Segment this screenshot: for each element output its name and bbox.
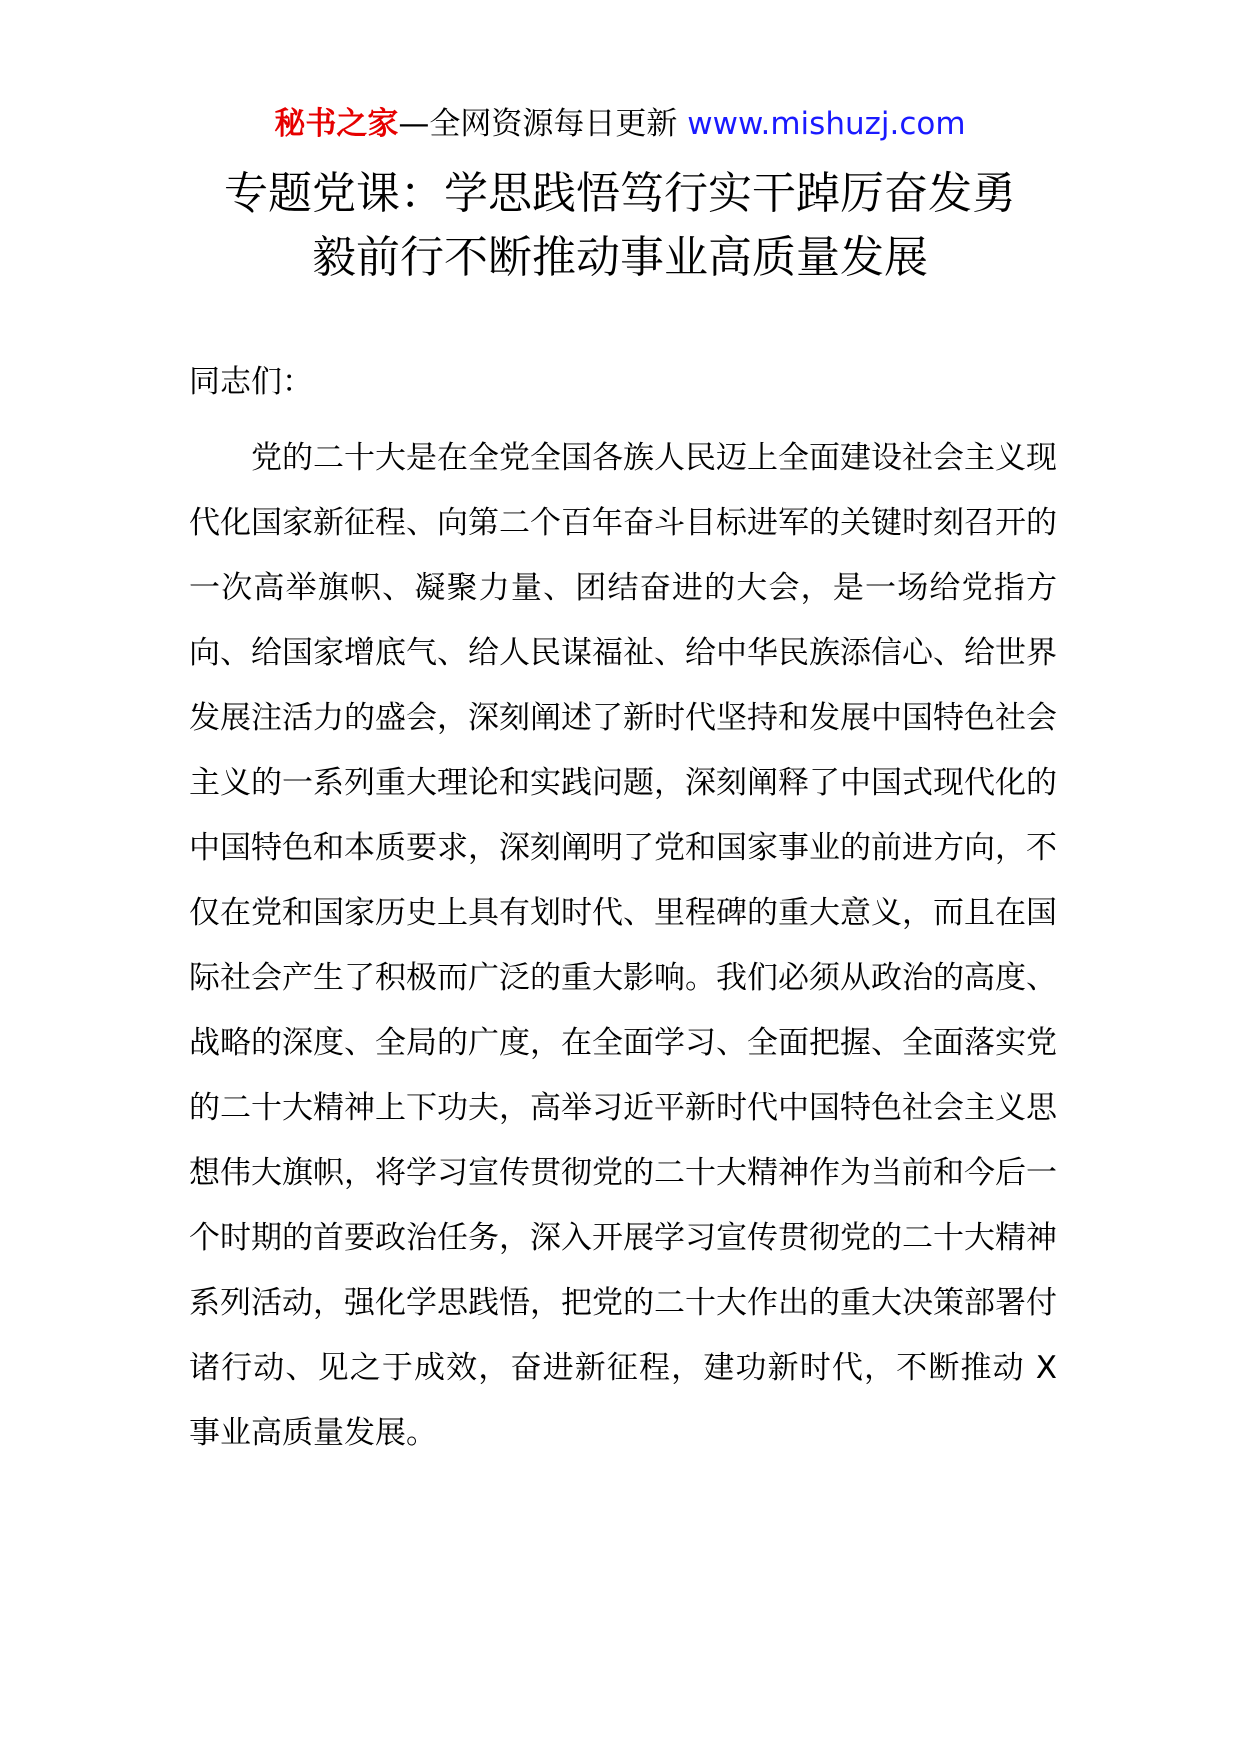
- brand-name: 秘书之家: [274, 106, 399, 142]
- header-tagline: —全网资源每日更新: [398, 106, 688, 142]
- body-paragraph: 党的二十大是在全党全国各族人民迈上全面建设社会主义现代化国家新征程、向第二个百年奋斗目标进军的关键时刻召开的一次高举旗帜、凝聚力量、团结奋进的大会，是一场给党指方向、给国家增底气、给人民谋福祉、给中华民族添信心、给世界发展注活力的盛会，深刻阐述了新时代坚持和发展中国特色社会主义的一系列重大理论和实践问题，深刻阐释了中国式现代化的中国特色和本质要求，深刻阐明了党和国家事业的前进方向，不仅在党和国家历史上具有划时代、里程碑的重大意义，而且在国际社会产生了积极而广泛的重大影响。我们必须从政治的高度、战略的深度、全局的广度，在全面学习、全面把握、全面落实党的二十大精神上下功夫，高举习近平新时代中国特色社会主义思想伟大旗帜，将学习宣传贯彻党的二十大精神作为当前和今后一个时期的首要政治任务，深入开展学习宣传贯彻党的二十大精神系列活动，强化学思践悟，把党的二十大作出的重大决策部署付诸行动、见之于成效，奋进新征程，建功新时代，不断推动 X 事业高质量发展。: [189, 440, 1057, 1451]
- site-url-link[interactable]: www.mishuzj.com: [687, 106, 966, 142]
- site-header: [0, 104, 1240, 144]
- document-title: [150, 162, 1090, 290]
- title-line-1: 专题党课：学思践悟笃行实干踔厉奋发勇: [224, 168, 1016, 219]
- title-line-2: 毅前行不断推动事业高质量发展: [312, 232, 928, 283]
- salutation: 同志们：: [189, 364, 313, 400]
